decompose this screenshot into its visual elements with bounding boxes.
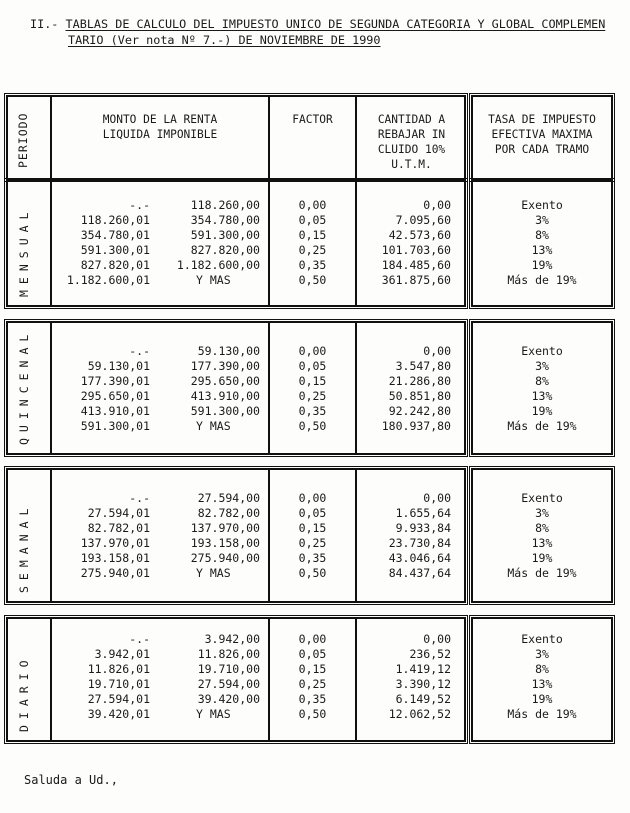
row-tasa: 3%: [535, 359, 549, 373]
row-desde: 19.710,01: [87, 677, 150, 691]
row-factor: 0,15: [298, 521, 327, 535]
row-desde: 1.182.600,01: [66, 273, 150, 287]
row-desde: 27.594,01: [87, 692, 150, 706]
closing-salutation: Saluda a Ud.,: [24, 773, 118, 787]
row-tasa: 19%: [531, 692, 553, 706]
row-factor: 0,25: [298, 243, 327, 257]
section-divider-3: [355, 468, 357, 603]
row-hasta: Y MAS: [196, 419, 231, 433]
section-divider-1: [50, 617, 52, 742]
row-desde: 177.390,01: [80, 374, 150, 388]
row-rebaja: 0,00: [423, 632, 451, 646]
row-tasa: 3%: [535, 647, 549, 661]
section-divider-3: [355, 617, 357, 742]
section-divider-1: [50, 180, 52, 307]
row-factor: 0,05: [298, 506, 327, 520]
row-hasta: 591.300,00: [190, 228, 260, 242]
row-factor: 0,00: [298, 198, 327, 212]
header-cantidad-line-2: REBAJAR IN: [377, 128, 446, 141]
row-hasta: 1.182.600,00: [176, 258, 260, 272]
header-factor-line: FACTOR: [292, 113, 333, 126]
row-rebaja: 21.286,80: [388, 374, 451, 388]
row-rebaja: 361.875,60: [381, 273, 451, 287]
row-desde: 3.942,01: [94, 647, 150, 661]
row-tasa: Más de 19%: [507, 273, 577, 287]
row-desde: 354.780,01: [80, 228, 150, 242]
row-rebaja: 12.062,52: [388, 707, 451, 721]
row-desde: 193.158,01: [80, 551, 150, 565]
row-rebaja: 3.547,80: [395, 359, 451, 373]
header-monto: [52, 112, 268, 142]
header-cantidad-line-4: U.T.M.: [391, 158, 432, 171]
row-hasta: Y MAS: [196, 273, 231, 287]
row-tasa: 19%: [531, 258, 553, 272]
row-tasa: Exento: [521, 344, 563, 358]
header-cantidad: [357, 112, 466, 172]
row-desde: 118.260,01: [80, 213, 150, 227]
row-rebaja: 1.655,64: [395, 506, 451, 520]
row-factor: 0,00: [298, 344, 327, 358]
section-period-label: SEMANAL: [17, 502, 31, 593]
row-hasta: 118.260,00: [190, 198, 260, 212]
row-factor: 0,50: [298, 707, 327, 721]
row-desde: 82.782,01: [87, 521, 150, 535]
row-desde: 137.970,01: [80, 536, 150, 550]
row-rebaja: 50.851,80: [388, 389, 451, 403]
row-desde: 591.300,01: [80, 243, 150, 257]
row-factor: 0,15: [298, 374, 327, 388]
row-rebaja: 1.419,12: [395, 662, 451, 676]
row-rebaja: 236,52: [409, 647, 451, 661]
row-factor: 0,50: [298, 566, 327, 580]
row-tasa: 19%: [531, 404, 553, 418]
row-rebaja: 0,00: [423, 491, 451, 505]
header-periodo: PERIODO: [16, 112, 30, 168]
row-factor: 0,05: [298, 647, 327, 661]
row-rebaja: 43.046,64: [388, 551, 451, 565]
row-tasa: 13%: [531, 536, 553, 550]
row-tasa: 3%: [535, 213, 549, 227]
row-factor: 0,50: [298, 419, 327, 433]
row-rebaja: 3.390,12: [395, 677, 451, 691]
row-rebaja: 23.730,84: [388, 536, 451, 550]
row-desde: 27.594,01: [87, 506, 150, 520]
row-rebaja: 0,00: [423, 344, 451, 358]
row-hasta: Y MAS: [196, 566, 231, 580]
row-hasta: 295.650,00: [190, 374, 260, 388]
row-tasa: 13%: [531, 389, 553, 403]
row-desde: 827.820,01: [80, 258, 150, 272]
row-hasta: 19.710,00: [197, 662, 260, 676]
row-factor: 0,00: [298, 632, 327, 646]
row-tasa: Más de 19%: [507, 419, 577, 433]
header-monto-line-2: LIQUIDA IMPONIBLE: [102, 128, 218, 141]
section-divider-3: [355, 321, 357, 455]
row-factor: 0,05: [298, 359, 327, 373]
row-factor: 0,15: [298, 662, 327, 676]
row-desde: -.-: [129, 491, 150, 505]
section-period-label: QUINCENAL: [17, 328, 31, 445]
section-period-label: DIARIO: [17, 654, 31, 732]
row-hasta: 354.780,00: [190, 213, 260, 227]
row-rebaja: 84.437,64: [388, 566, 451, 580]
header-factor: [270, 112, 355, 127]
row-desde: 11.826,01: [87, 662, 150, 676]
row-rebaja: 92.242,80: [388, 404, 451, 418]
row-desde: 275.940,01: [80, 566, 150, 580]
row-tasa: Más de 19%: [507, 707, 577, 721]
row-rebaja: 180.937,80: [381, 419, 451, 433]
row-factor: 0,35: [298, 404, 327, 418]
row-hasta: 275.940,00: [190, 551, 260, 565]
row-hasta: Y MAS: [196, 707, 231, 721]
row-tasa: 8%: [535, 662, 549, 676]
row-factor: 0,15: [298, 228, 327, 242]
row-hasta: 591.300,00: [190, 404, 260, 418]
row-tasa: 8%: [535, 521, 549, 535]
row-factor: 0,05: [298, 213, 327, 227]
row-desde: -.-: [129, 198, 150, 212]
row-rebaja: 7.095,60: [395, 213, 451, 227]
row-factor: 0,50: [298, 273, 327, 287]
row-tasa: Exento: [521, 632, 563, 646]
row-rebaja: 101.703,60: [381, 243, 451, 257]
row-tasa: 13%: [531, 243, 553, 257]
title-text-2: TARIO (Ver nota Nº 7.-) DE NOVIEMBRE DE 1990: [68, 33, 381, 47]
row-tasa: 8%: [535, 228, 549, 242]
row-rebaja: 184.485,60: [381, 258, 451, 272]
header-monto-line-1: MONTO DE LA RENTA: [102, 113, 218, 126]
row-hasta: 27.594,00: [197, 677, 260, 691]
row-rebaja: 0,00: [423, 198, 451, 212]
row-hasta: 137.970,00: [190, 521, 260, 535]
row-hasta: 193.158,00: [190, 536, 260, 550]
row-factor: 0,35: [298, 692, 327, 706]
row-factor: 0,25: [298, 677, 327, 691]
row-hasta: 59.130,00: [197, 344, 260, 358]
row-desde: -.-: [129, 632, 150, 646]
row-desde: 39.420,01: [87, 707, 150, 721]
row-hasta: 177.390,00: [190, 359, 260, 373]
header-cantidad-line-1: CANTIDAD A: [377, 113, 446, 126]
header-cantidad-line-3: CLUIDO 10%: [377, 143, 446, 156]
row-hasta: 82.782,00: [197, 506, 260, 520]
row-hasta: 3.942,00: [204, 632, 260, 646]
row-desde: -.-: [129, 344, 150, 358]
row-rebaja: 9.933,84: [395, 521, 451, 535]
row-desde: 59.130,01: [87, 359, 150, 373]
header-divider-2: [268, 95, 270, 180]
title-text-1: TABLAS DE CALCULO DEL IMPUESTO UNICO DE SEGUNDA CATEGORIA Y GLOBAL COMPLEMEN: [65, 17, 606, 31]
row-factor: 0,35: [298, 258, 327, 272]
row-hasta: 11.826,00: [197, 647, 260, 661]
row-tasa: 8%: [535, 374, 549, 388]
section-divider-1: [50, 468, 52, 603]
row-tasa: Exento: [521, 198, 563, 212]
section-period-label: MENSUAL: [17, 206, 31, 297]
row-hasta: 27.594,00: [197, 491, 260, 505]
row-rebaja: 42.573,60: [388, 228, 451, 242]
document-title-line-2: [68, 33, 381, 47]
row-factor: 0,35: [298, 551, 327, 565]
row-desde: 295.650,01: [80, 389, 150, 403]
header-tasa-line-3: POR CADA TRAMO: [494, 143, 590, 156]
title-prefix: II.-: [30, 17, 66, 31]
header-tasa-line-1: TASA DE IMPUESTO: [488, 113, 596, 126]
row-desde: 413.910,01: [80, 404, 150, 418]
section-divider-3: [355, 180, 357, 307]
row-hasta: 827.820,00: [190, 243, 260, 257]
header-tasa-line-2: EFECTIVA MAXIMA: [491, 128, 593, 141]
row-factor: 0,25: [298, 389, 327, 403]
header-tasa: [473, 112, 611, 157]
row-tasa: 3%: [535, 506, 549, 520]
row-hasta: 413.910,00: [190, 389, 260, 403]
row-tasa: 19%: [531, 551, 553, 565]
row-factor: 0,25: [298, 536, 327, 550]
document-title-line-1: [30, 17, 605, 31]
row-desde: 591.300,01: [80, 419, 150, 433]
row-rebaja: 6.149,52: [395, 692, 451, 706]
row-tasa: Más de 19%: [507, 566, 577, 580]
row-hasta: 39.420,00: [197, 692, 260, 706]
row-tasa: Exento: [521, 491, 563, 505]
row-tasa: 13%: [531, 677, 553, 691]
section-divider-1: [50, 321, 52, 455]
row-factor: 0,00: [298, 491, 327, 505]
